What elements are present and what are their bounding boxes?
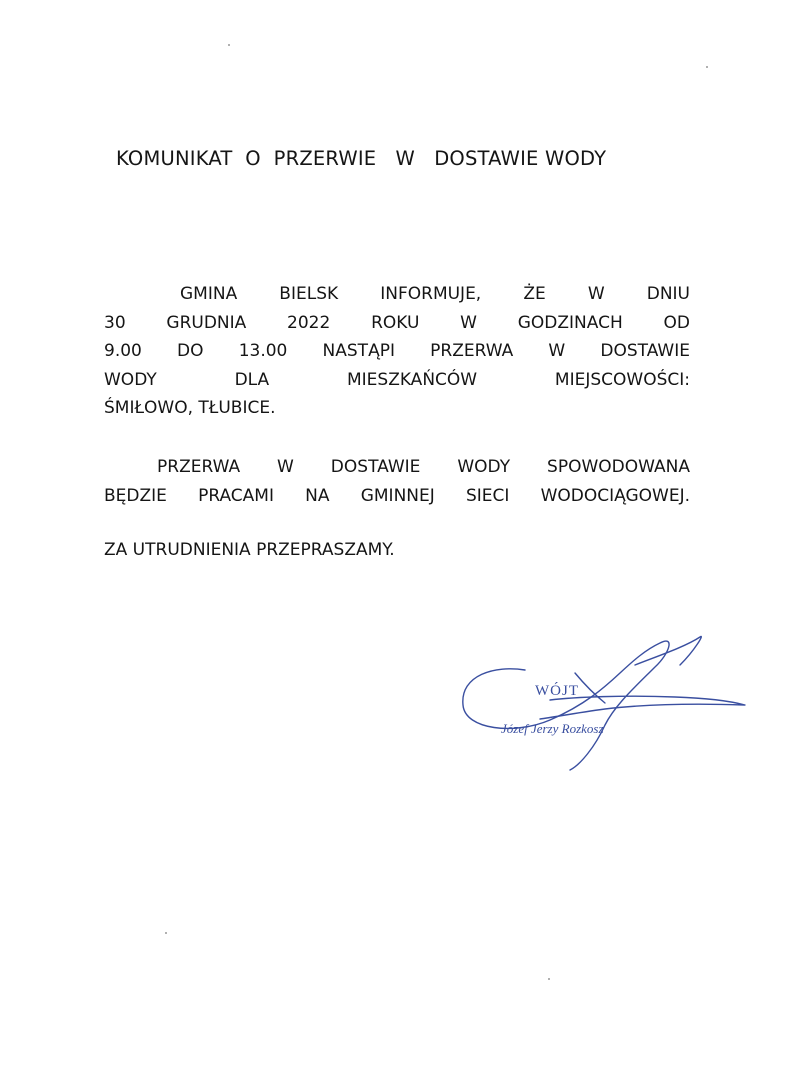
signature-role: WÓJT [535, 683, 579, 699]
notice-paragraph-2 [104, 453, 690, 510]
signature-name: Józef Jerzy Rozkosz [501, 721, 604, 736]
scan-speck [165, 932, 167, 934]
scan-speck [228, 44, 230, 46]
paragraph-1-line-3: 9.00 DO 13.00 NASTĄPI PRZERWA W DOSTAWIE [104, 341, 690, 361]
paragraph-1-line-4: WODY DLA MIESZKAŃCÓW MIEJSCOWOŚCI: [104, 369, 690, 390]
paragraph-1-line-5: ŚMIŁOWO, TŁUBICE. [104, 398, 276, 418]
paragraph-2-line-2: BĘDZIE PRACAMI NA GMINNEJ SIECI WODOCIĄGOWEJ. [104, 485, 690, 506]
paragraph-1-line-2: 30 GRUDNIA 2022 ROKU W GODZINACH OD [104, 312, 690, 333]
closing-text: ZA UTRUDNIENIA PRZEPRASZAMY. [104, 540, 395, 560]
notice-paragraph-1 [104, 280, 690, 423]
closing-line [104, 536, 690, 565]
signature-stamp [455, 625, 755, 775]
paragraph-1-line-1: GMINA BIELSK INFORMUJE, ŻE W DNIU [180, 284, 690, 304]
notice-title: KOMUNIKAT O PRZERWIE W DOSTAWIE WODY [116, 147, 607, 170]
handwritten-signature [455, 625, 755, 775]
scan-speck [706, 66, 708, 68]
scan-speck [548, 978, 550, 980]
paragraph-2-line-1: PRZERWA W DOSTAWIE WODY SPOWODOWANA [157, 457, 690, 477]
